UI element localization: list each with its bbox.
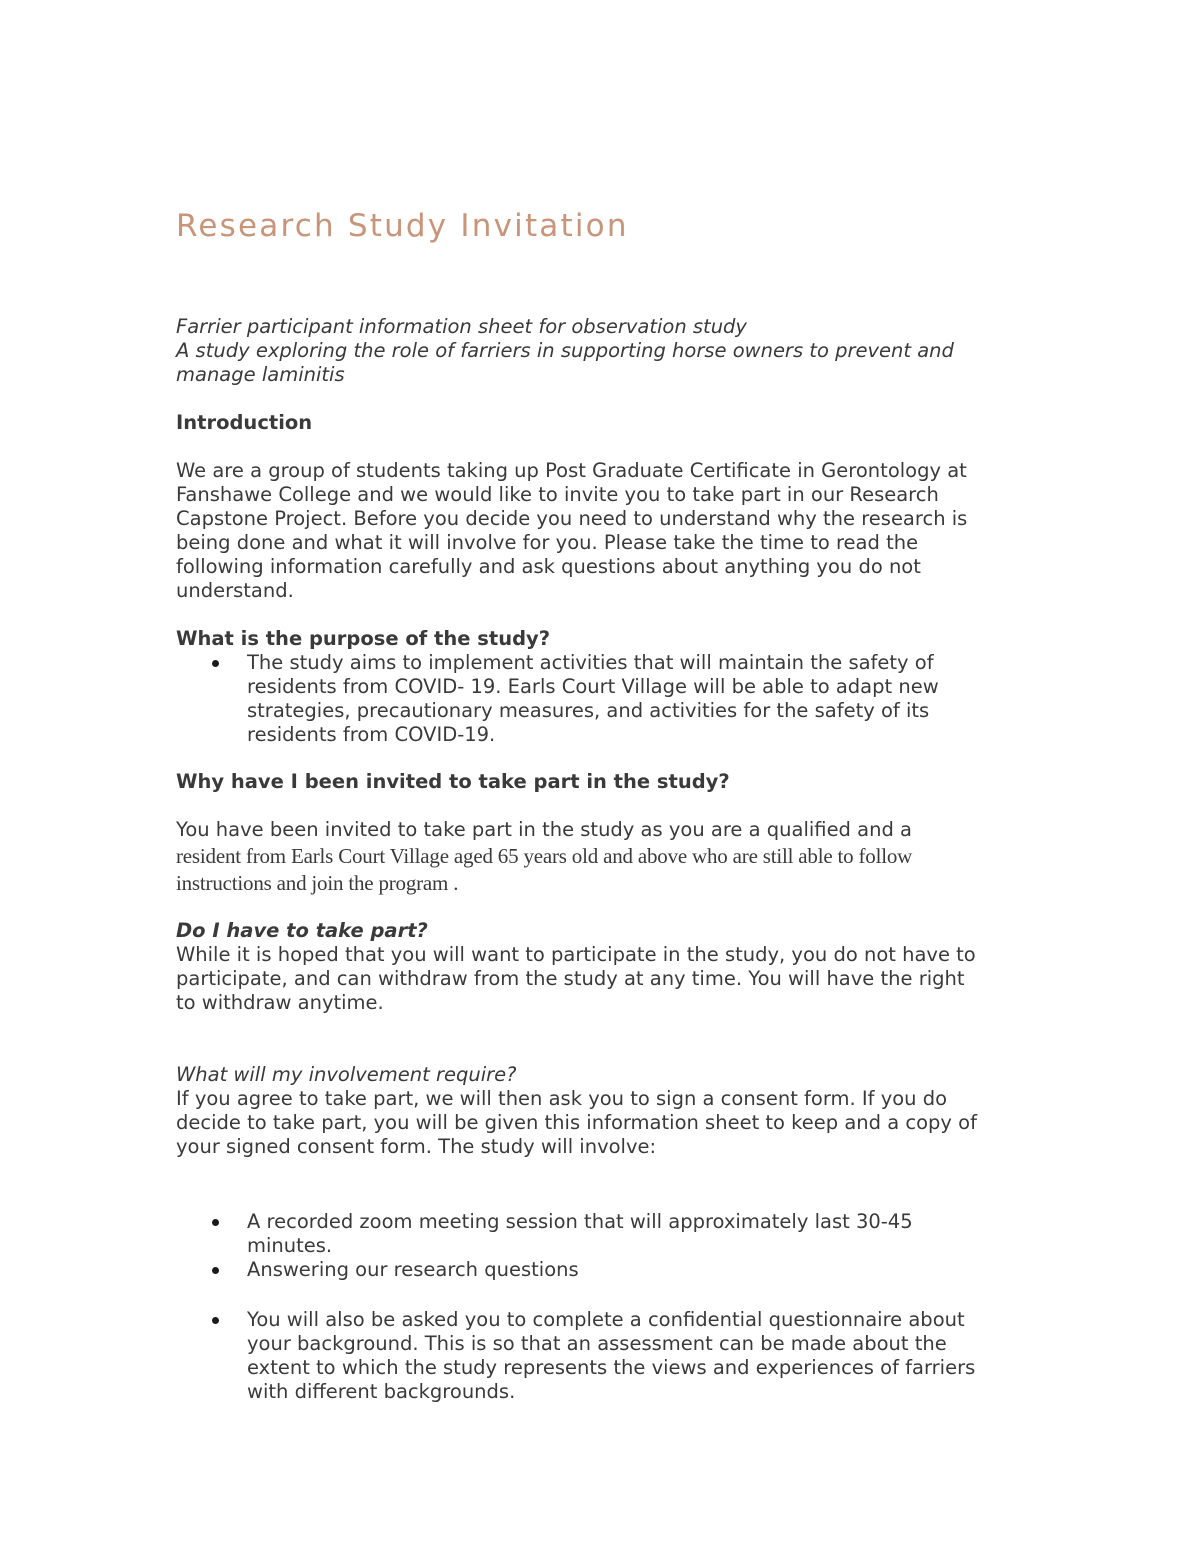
paragraph-line: While it is hoped that you will want to participate in the study, you do not have to <box>176 943 976 966</box>
bullet-icon <box>212 1267 219 1274</box>
take-part-heading: Do I have to take part? <box>176 919 428 942</box>
introduction-paragraph <box>176 459 1036 603</box>
invited-heading: Why have I been invited to take part in the study? <box>176 770 730 793</box>
paragraph-line: following information carefully and ask questions about anything you do not <box>176 555 921 578</box>
paragraph-line: to withdraw anytime. <box>176 991 384 1014</box>
list-item <box>176 1308 1036 1404</box>
paragraph-line: your signed consent form. The study will involve: <box>176 1135 657 1158</box>
list-item-line: A recorded zoom meeting session that will approximately last 30-45 <box>247 1210 913 1233</box>
list-item-line: strategies, precautionary measures, and activities for the safety of its <box>247 699 930 722</box>
involvement-paragraph <box>176 1087 1036 1159</box>
list-item-line: The study aims to implement activities that will maintain the safety of <box>247 651 934 674</box>
list-item-line: minutes. <box>247 1234 333 1257</box>
paragraph-line: being done and what it will involve for you. Please take the time to read the <box>176 531 919 554</box>
list-item <box>176 651 1036 747</box>
purpose-heading: What is the purpose of the study? <box>176 627 551 650</box>
bullet-icon <box>212 1317 219 1324</box>
paragraph-line: participate, and can withdraw from the study at any time. You will have the right <box>176 967 965 990</box>
paragraph-line: Capstone Project. Before you decide you need to understand why the research is <box>176 507 968 530</box>
introduction-heading: Introduction <box>176 411 313 434</box>
list-item-line: with different backgrounds. <box>247 1380 516 1403</box>
subtitle-line: Farrier participant information sheet for observation study <box>176 315 747 338</box>
involvement-list <box>176 1210 1036 1404</box>
paragraph-line: You have been invited to take part in the study as you are a qualified and a <box>176 818 912 841</box>
list-item <box>176 1258 1036 1282</box>
list-item-line: residents from COVID-19. <box>247 723 496 746</box>
paragraph-line: understand. <box>176 579 294 602</box>
list-item-line: extent to which the study represents the views and experiences of farriers <box>247 1356 976 1379</box>
paragraph-line: decide to take part, you will be given this information sheet to keep and a copy of <box>176 1111 977 1134</box>
bullet-icon <box>212 1219 219 1226</box>
list-item-line: Answering our research questions <box>247 1258 579 1281</box>
subtitle-line: manage laminitis <box>176 363 345 386</box>
subtitle <box>176 315 1036 387</box>
list-item-line: residents from COVID- 19. Earls Court Village will be able to adapt new <box>247 675 939 698</box>
subtitle-line: A study exploring the role of farriers in supporting horse owners to prevent and <box>176 339 954 362</box>
invited-paragraph <box>176 818 1036 897</box>
paragraph-line: We are a group of students taking up Post Graduate Certificate in Gerontology at <box>176 459 967 482</box>
paragraph-line: instructions and join the program . <box>176 871 459 895</box>
paragraph-line: resident from Earls Court Village aged 65 years old and above who are still able to follow <box>176 844 913 868</box>
purpose-list <box>176 651 1036 747</box>
paragraph-line: Fanshawe College and we would like to invite you to take part in our Research <box>176 483 939 506</box>
list-item-line: You will also be asked you to complete a confidential questionnaire about <box>247 1308 965 1331</box>
bullet-icon <box>212 660 219 667</box>
list-item-line: your background. This is so that an assessment can be made about the <box>247 1332 947 1355</box>
involvement-heading: What will my involvement require? <box>176 1063 517 1086</box>
paragraph-line: If you agree to take part, we will then ask you to sign a consent form. If you do <box>176 1087 948 1110</box>
list-item <box>176 1210 1036 1258</box>
take-part-paragraph <box>176 943 1036 1015</box>
page-title: Research Study Invitation <box>176 208 629 244</box>
